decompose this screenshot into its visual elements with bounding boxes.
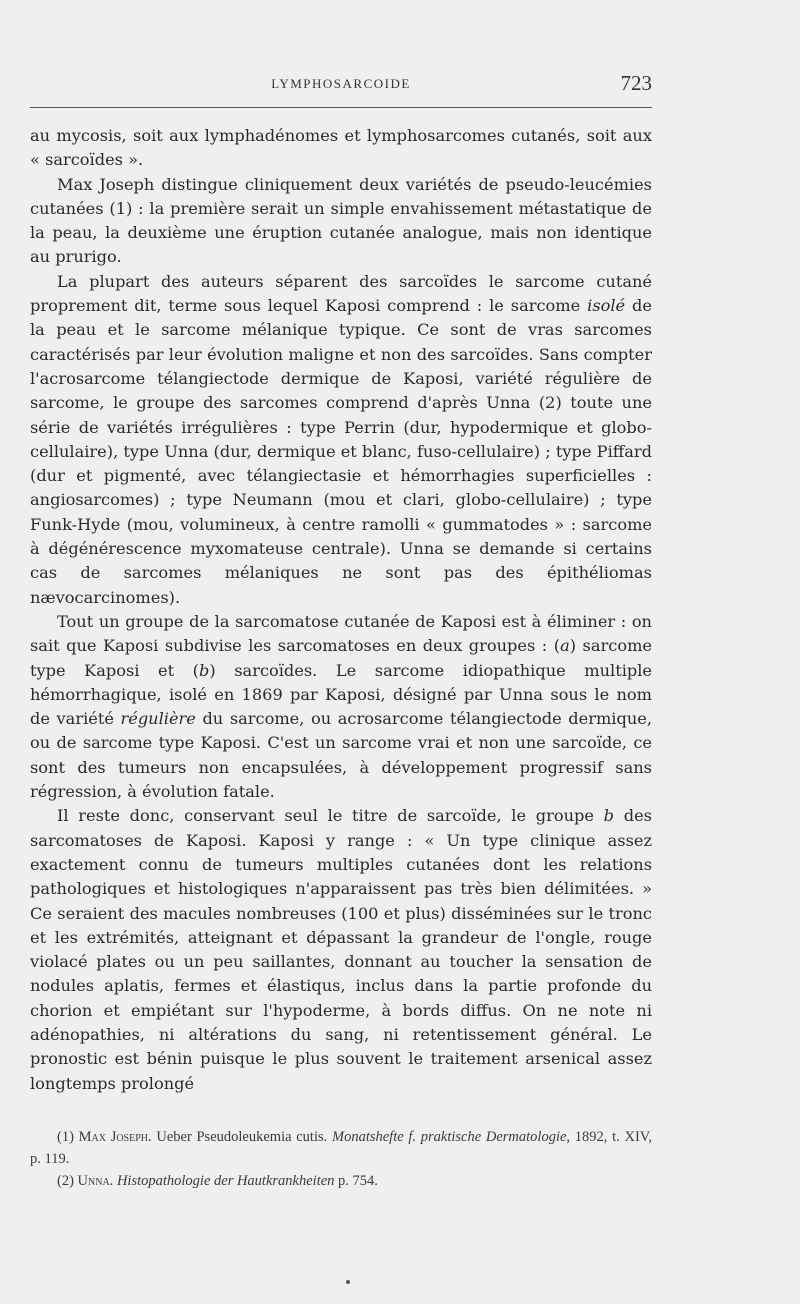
paragraph-3-text: La plupart des auteurs séparent des sarcoïdes le sarcome cutané proprement dit, terme sous lequel Kaposi comprend : le sarcome xyxy=(30,271,652,316)
footnote-text: , 1892, t. XIV, p. 119. xyxy=(30,1129,653,1167)
paragraph-4-text: ) sarcome type Kaposi et ( xyxy=(30,636,652,680)
footnote-marker: (1) xyxy=(57,1129,74,1145)
footnote-journal: Histopathologie der Hautkrankheiten xyxy=(116,1173,335,1189)
body-text xyxy=(30,124,652,1096)
header-rule xyxy=(30,107,652,108)
footnote-text: p. 754. xyxy=(334,1173,378,1189)
page-header xyxy=(30,71,652,100)
paragraph-4-text: Tout un groupe de la sarcomatose cutanée de Kaposi est à éliminer : on sait que Kaposi subdivise les sarcomatoses en deux groupes : ( xyxy=(30,611,652,656)
paragraph-2 xyxy=(30,173,652,270)
page-number: 723 xyxy=(620,71,652,95)
footnote-text: Ueber Pseudoleukemia cutis. xyxy=(151,1129,332,1145)
footnote-1 xyxy=(30,1126,652,1170)
paragraph-1-text: au mycosis, soit aux lymphadénomes et lymphosarcomes cutanés, soit aux « sarcoïdes ». xyxy=(30,126,652,170)
italic-term: isolé xyxy=(587,296,626,316)
paragraph-5 xyxy=(30,804,652,1096)
footnotes xyxy=(30,1126,652,1192)
footnote-marker: (2) xyxy=(57,1173,74,1189)
paragraph-4 xyxy=(30,610,652,804)
footnote-author: Max Joseph. xyxy=(78,1129,152,1145)
paragraph-3-text: de la peau et le sarcome mélanique typique. Ce sont de vras sarcomes caractérisés par leur évolution maligne et non des sarcoïdes. Sans compter l'acrosarcome télangiectode dermique de Kaposi, variété régulière de sarcome, le groupe des sarcomes comprend d'après Unna (2) toute une série de variétés irrégulières : type Perrin (dur, hypodermique et globo-cellulaire), type Unna (dur, dermique et blanc, fuso-cellulaire) ; type Piffard (dur et pigmenté, avec télangiectasie et hémorrhagies superficielles : angiosarcomes) ; type Neumann (mou et clari, globo-cellulaire) ; type Funk-Hyde (mou, volumineux, à centre ramolli « gummatodes » : sarcome à dégénérescence myxomateuse centrale). Unna se demande si certains cas de sarcomes mélaniques ne sont pas des épithéliomas nævocarcinomes). xyxy=(30,296,652,607)
paragraph-3 xyxy=(30,270,652,610)
italic-term: régulière xyxy=(120,709,196,729)
paragraph-5-text: des sarcomatoses de Kaposi. Kaposi y range : « Un type clinique assez exactement connu de tumeurs multiples cutanées dont les relations pathologiques et histologiques n'apparaissent pas très bien délimitées. » Ce seraient des macules nombreuses (100 et plus) disséminées sur le tronc et les extrémités, atteignant et dépassant la grandeur de l'ongle, rouge violacé plates ou un peu saillantes, donnant au toucher la sensation de nodules aplatis, fermes et élastiqus, inclus dans la partie profonde du chorion et empiétant sur l'hypoderme, à bords diffus. On ne note ni adénopathies, ni altérations du sang, ni retentissement général. Le pronostic est bénin puisque le plus souvent le traitement arsenical assez longtemps prolongé xyxy=(30,806,652,1093)
print-dot xyxy=(346,1280,350,1284)
footnote-journal: Monatshefte f. praktische Dermatologie xyxy=(331,1129,567,1145)
paragraph-1 xyxy=(30,124,652,173)
paragraph-4-text: ) sarcoïdes. Le sarcome idiopathique multiple hémorrhagique, isolé en 1869 par Kaposi, désigné par Unna sous le nom de variété xyxy=(30,660,653,729)
italic-term: a xyxy=(560,636,570,656)
paragraph-4-text: du sarcome, ou acrosarcome télangiectode dermique, ou de sarcome type Kaposi. C'est un sarcome vrai et non une sarcoïde, ce sont des tumeurs non encapsulées, à développement progressif sans régression, à évolution fatale. xyxy=(30,709,652,802)
italic-term: b xyxy=(199,660,210,680)
footnote-author: Unna. xyxy=(77,1173,114,1189)
italic-term: b xyxy=(603,806,615,826)
running-title: LYMPHOSARCOIDE xyxy=(271,76,411,91)
paragraph-2-text: Max Joseph distingue cliniquement deux variétés de pseudo-leucémies cutanées (1) : la première serait un simple envahissement métastatique de la peau, la deuxième une éruption cutanée analogue, mais non identique au prurigo. xyxy=(30,174,652,267)
paragraph-5-text: Il reste donc, conservant seul le titre de sarcoïde, le groupe xyxy=(57,806,604,826)
footnote-2 xyxy=(30,1170,652,1192)
